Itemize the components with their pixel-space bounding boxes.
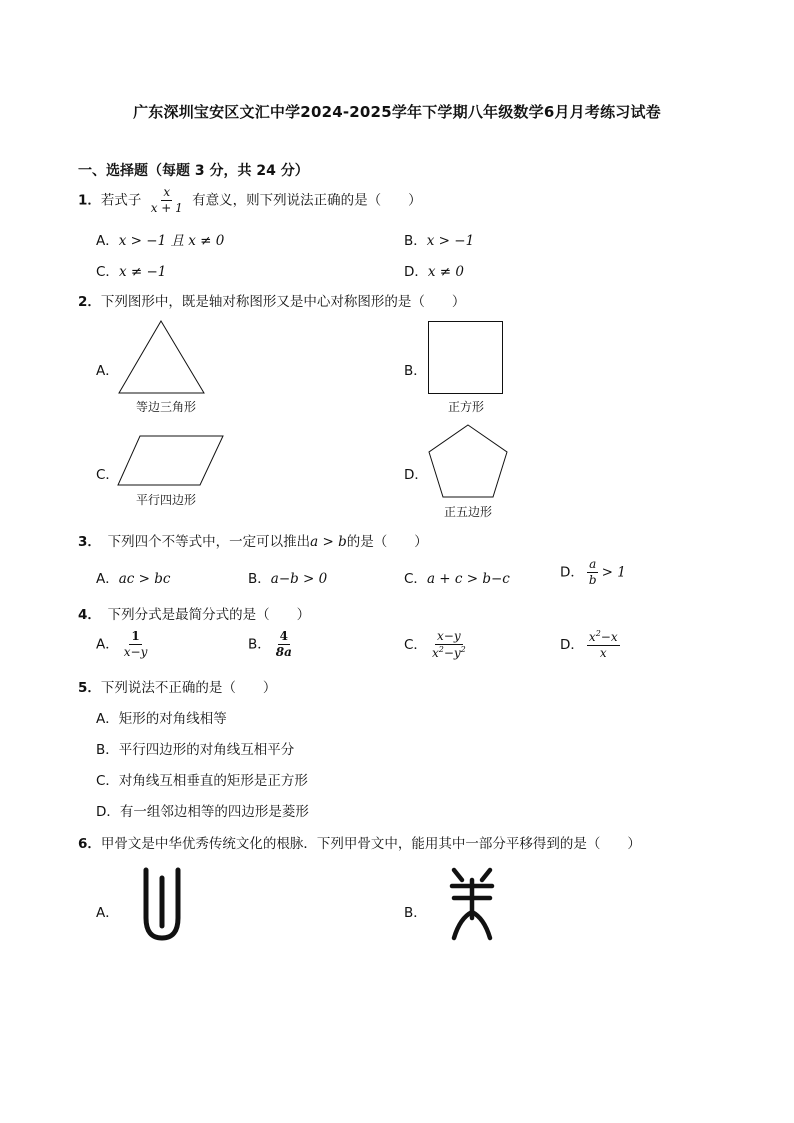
fraction-denominator: 8a [275,645,292,660]
option-label: C． [404,637,427,654]
math-base: x [588,630,596,644]
option-text: x > −1 [426,233,475,249]
square-figure [428,321,504,395]
figure-caption: 正五边形 [443,505,492,519]
question-2 [78,290,465,310]
parallelogram-figure [117,435,225,487]
option-label: A． [96,571,119,587]
option-b-label[interactable]: B． [404,905,427,921]
option-a[interactable] [96,630,152,659]
fraction-numerator: 4 [278,630,290,645]
fraction-numerator: x [161,186,172,201]
option-text: x ≠ 0 [427,264,465,280]
option-text: a + c > b−c [426,571,510,587]
option-b[interactable] [248,567,327,587]
question-1 [78,186,422,215]
option-label: A． [96,233,119,249]
option-d[interactable] [404,260,464,280]
option-c-label[interactable]: C． [96,467,119,483]
section-heading-choice: 一、选择题（每题 3 分，共 24 分） [78,163,309,179]
option-label: B． [404,233,427,249]
figure-caption: 等边三角形 [135,400,196,414]
math-exponent: 2 [438,645,444,655]
option-label: D． [560,637,584,654]
option-c[interactable]: C．对角线互相垂直的矩形是正方形 [96,773,308,789]
option-label: C． [96,264,119,280]
option-label: C． [404,571,427,587]
fraction-numerator [587,630,620,646]
option-text: ac > bc [118,571,171,587]
fraction-denominator: b [588,573,597,588]
math-base: x [431,646,439,661]
question-text: 下列四个不等式中，一定可以推出 [94,534,311,550]
option-label: D． [404,264,428,280]
math-exponent: 2 [595,629,601,638]
fraction-denominator: x [599,646,607,661]
fraction-denominator: x + 1 [150,201,183,216]
question-text: 下列分式是最简分式的是（ ） [94,607,311,623]
option-c[interactable] [404,630,471,660]
exam-title: 广东深圳宝安区文汇中学2024-2025学年下学期八年级数学6月月考练习试卷 [133,103,661,121]
option-text: > 1 [601,564,626,581]
question-5 [78,676,276,696]
figure-caption: 平行四边形 [135,493,196,507]
question-text: 甲骨文是中华优秀传统文化的根脉．下列甲骨文中，能用其中一部分平移得到的是（ ） [100,836,641,852]
option-a-label[interactable]: A． [96,363,119,379]
oracle-bone-character-yang-icon [446,866,500,946]
fraction-numerator: x−y [435,630,463,645]
option-b[interactable] [404,229,474,249]
option-label: B． [248,636,271,653]
question-6 [78,832,641,852]
fraction-denominator [430,645,468,660]
math-term: −y [443,646,461,661]
fraction [274,630,294,659]
fraction [430,630,468,660]
question-number: 5． [78,680,101,696]
question-number: 4． [78,607,95,623]
question-text: 若式子 [100,192,142,209]
option-d[interactable] [560,558,626,587]
option-a[interactable] [96,567,170,587]
question-text: 下列图形中，既是轴对称图形又是中心对称图形的是（ ） [100,294,466,310]
question-text: 的是（ ） [346,534,428,550]
option-b[interactable]: B．平行四边形的对角线互相平分 [96,742,295,758]
option-text: x > −1 且 x ≠ 0 [118,233,225,249]
option-c[interactable] [404,567,510,587]
option-a[interactable]: A．矩形的对角线相等 [96,711,227,727]
option-label: B． [248,571,271,587]
option-a-label[interactable]: A． [96,905,119,921]
option-d-label[interactable]: D． [404,467,428,483]
question-3 [78,530,428,550]
question-text: 有意义，则下列说法正确的是（ ） [192,192,422,209]
fraction-numerator: 1 [129,630,141,645]
question-text: 下列说法不正确的是（ ） [100,680,277,696]
fraction-denominator: x−y [123,645,148,660]
fraction-numerator: a [587,558,598,573]
option-d[interactable] [560,630,623,660]
fraction [587,630,620,660]
question-math: a > b [310,534,347,550]
oracle-bone-character-shan-icon [138,866,186,944]
regular-pentagon-figure [428,424,510,500]
option-label: D． [560,564,584,581]
option-label: A． [96,636,119,653]
equilateral-triangle-figure [118,320,208,396]
option-b[interactable] [248,630,297,659]
math-exponent: 2 [460,645,466,655]
figure-caption: 正方形 [447,400,484,414]
fraction [122,630,150,659]
question-number: 3． [78,534,95,550]
option-text: a−b > 0 [270,571,328,587]
fraction [587,558,599,587]
question-number: 2． [78,294,101,310]
question-number: 6． [78,836,101,852]
math-term: −x [600,630,618,644]
option-a[interactable] [96,229,224,249]
option-d[interactable]: D．有一组邻边相等的四边形是菱形 [96,804,309,820]
option-c[interactable] [96,260,166,280]
question-4 [78,603,310,623]
option-text: x ≠ −1 [118,264,167,280]
fraction [149,186,185,215]
question-number: 1． [78,192,101,209]
option-b-label[interactable]: B． [404,363,427,379]
